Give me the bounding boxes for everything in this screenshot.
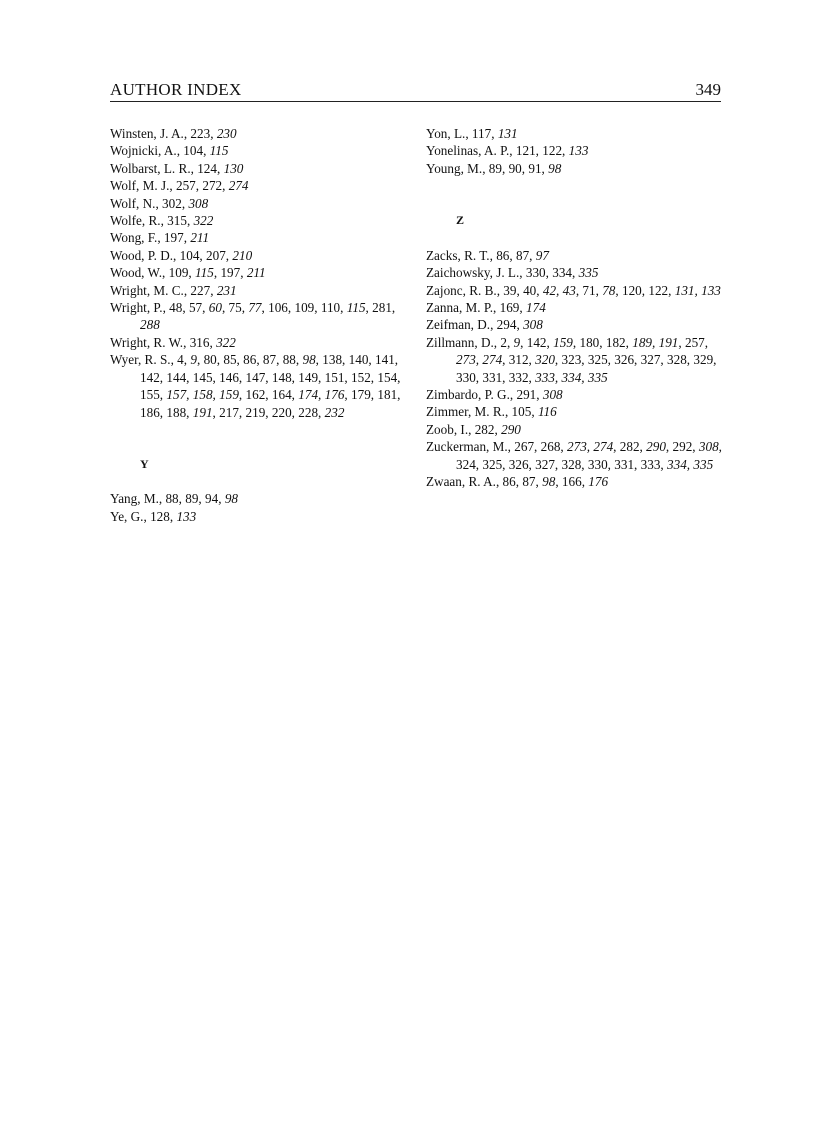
index-entry: Wright, P., 48, 57, 60, 75, 77, 106, 109, 110, 115, 281, 288 bbox=[110, 300, 396, 333]
index-entry: Zimbardo, P. G., 291, 308 bbox=[426, 387, 563, 403]
header-rule bbox=[110, 101, 721, 102]
index-entry: Zillmann, D., 2, 9, 142, 159, 180, 182, 189, 191, 257, 273, 274, 312, 320, 323, 325, 326, 327, 328, 329, 330, 331, 332, 333, 334, 335 bbox=[426, 334, 717, 385]
blank-line bbox=[110, 438, 410, 455]
blank-line bbox=[110, 421, 410, 438]
index-entry: Wolbarst, L. R., 124, 130 bbox=[110, 160, 244, 176]
index-entry: Zajonc, R. B., 39, 40, 42, 43, 71, 78, 120, 122, 131, 133 bbox=[426, 282, 721, 298]
blank-line bbox=[426, 177, 726, 194]
section-letter: Y bbox=[140, 456, 149, 471]
index-entry: Ye, G., 128, 133 bbox=[110, 508, 197, 524]
running-header bbox=[110, 80, 721, 101]
index-entry: Wood, W., 109, 115, 197, 211 bbox=[110, 265, 266, 281]
index-entry: Zacks, R. T., 86, 87, 97 bbox=[426, 247, 549, 263]
index-entry: Wolf, N., 302, 308 bbox=[110, 195, 209, 211]
index-entry: Young, M., 89, 90, 91, 98 bbox=[426, 160, 562, 176]
section-letter: Z bbox=[456, 213, 465, 227]
running-header-title: AUTHOR INDEX bbox=[110, 80, 242, 99]
index-entry: Yonelinas, A. P., 121, 122, 133 bbox=[426, 143, 589, 159]
index-entry: Zaichowsky, J. L., 330, 334, 335 bbox=[426, 265, 599, 281]
page-number: 349 bbox=[695, 80, 721, 99]
index-entry: Wong, F., 197, 211 bbox=[110, 230, 210, 246]
index-entry: Wojnicki, A., 104, 115 bbox=[110, 143, 229, 159]
blank-line bbox=[110, 473, 410, 490]
index-entry: Zanna, M. P., 169, 174 bbox=[426, 300, 546, 315]
index-entry: Yang, M., 88, 89, 94, 98 bbox=[110, 491, 238, 507]
blank-line bbox=[426, 195, 726, 212]
index-entry: Zimmer, M. R., 105, 116 bbox=[426, 404, 557, 420]
index-column-right bbox=[426, 125, 726, 490]
index-entry: Zoob, I., 282, 290 bbox=[426, 421, 521, 437]
index-entry: Wolfe, R., 315, 322 bbox=[110, 213, 214, 229]
blank-line bbox=[426, 229, 726, 246]
index-entry: Wood, P. D., 104, 207, 210 bbox=[110, 247, 253, 263]
index-entry: Wolf, M. J., 257, 272, 274 bbox=[110, 178, 249, 194]
index-entry: Winsten, J. A., 223, 230 bbox=[110, 126, 237, 141]
index-entry: Zwaan, R. A., 86, 87, 98, 166, 176 bbox=[426, 474, 609, 490]
index-entry: Wright, R. W., 316, 322 bbox=[110, 334, 236, 350]
index-column-left bbox=[110, 125, 410, 525]
index-entry: Yon, L., 117, 131 bbox=[426, 126, 518, 141]
index-entry: Wright, M. C., 227, 231 bbox=[110, 282, 237, 298]
index-entry: Zuckerman, M., 267, 268, 273, 274, 282, 290, 292, 308, 324, 325, 326, 327, 328, 330, 331, 333, 334, 335 bbox=[426, 439, 722, 472]
index-entry: Zeifman, D., 294, 308 bbox=[426, 317, 543, 333]
index-entry: Wyer, R. S., 4, 9, 80, 85, 86, 87, 88, 98, 138, 140, 141, 142, 144, 145, 146, 147, 148, 149, 151, 152, 154, 155, 157, 158, 159, 162, 164, 174, 176, 179, 181, 186, 188, 191, 217, 219, 220, 228, 232 bbox=[110, 352, 401, 420]
